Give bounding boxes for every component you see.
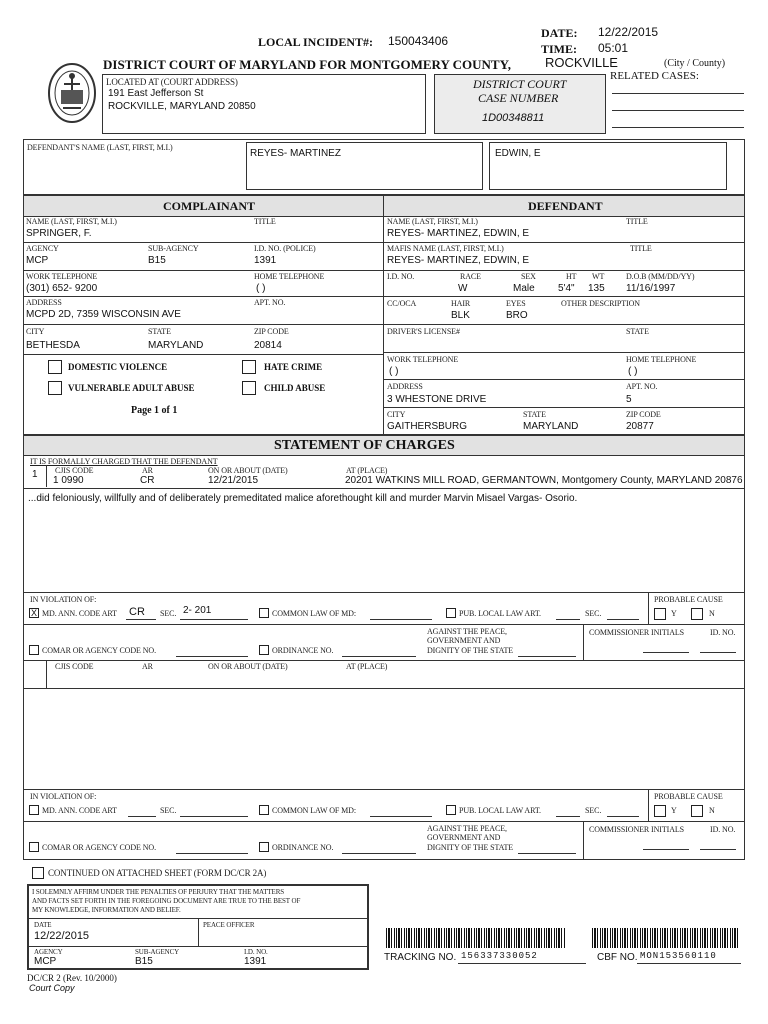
complainant-id: 1391 [254,255,277,266]
charge-narrative: ...did feloniously, willfully and of deliberately premeditated malice aforethought kill and murder Marvin Misael Vargas- Osorio. [28,493,578,504]
md-ann-code-label: MD. ANN. CODE ART [42,609,117,618]
page-indicator: Page 1 of 1 [131,405,178,416]
offense-date: 12/21/2015 [208,475,259,486]
sex-value: Male [513,283,535,294]
complainant-subagency: B15 [148,255,166,266]
hate-crime-checkbox[interactable] [242,360,256,374]
defendant-name-label-2: NAME (LAST, FIRST, M.I.) [387,217,478,226]
md-ann-code-checkbox[interactable]: X [30,608,37,618]
date-label: DATE: [541,26,578,40]
complainant-name-label: NAME (LAST, FIRST, M.I.) [26,217,117,226]
at-place-label-2: AT (PLACE) [346,662,388,671]
other-description-label: OTHER DESCRIPTION [561,299,640,308]
complainant-state: MARYLAND [148,340,204,351]
probable-cause-no-checkbox[interactable] [691,608,703,620]
defendant-heading: DEFENDANT [528,199,603,213]
tracking-label: TRACKING NO. [384,952,457,963]
violation-label-2: IN VIOLATION OF: [30,792,97,801]
court-address-line1: 191 East Jefferson St [108,88,204,99]
complainant-apt-label: APT. NO. [254,298,286,307]
md-ann-code-label-2: MD. ANN. CODE ART [42,806,117,815]
against-peace-line3-2: DIGNITY OF THE STATE [427,843,514,852]
sec-label-2: SEC. [585,609,602,618]
case-number-label-2: CASE NUMBER [478,91,559,105]
common-law-checkbox[interactable] [259,608,269,618]
ordinance-checkbox-2[interactable] [259,842,269,852]
time-label: TIME: [541,42,577,56]
defendant-state-label: STATE [523,410,546,419]
defendant-home-tel-label: HOME TELEPHONE [626,355,697,364]
defendant-work-tel-label: WORK TELEPHONE [387,355,459,364]
peace-officer-label: PEACE OFFICER [203,921,255,929]
related-cases-label: RELATED CASES: [610,70,699,82]
common-law-label-2: COMMON LAW OF MD: [272,806,356,815]
ccoca-label: CC/OCA [387,299,417,308]
date-value: 12/22/2015 [598,25,659,39]
complainant-home-tel: ( ) [256,283,266,294]
complainant-zip-label: ZIP CODE [254,327,289,336]
commissioner-id-label: ID. NO. [710,628,736,637]
race-value: W [458,283,468,294]
complainant-name: SPRINGER, F. [26,228,92,239]
cjis-code: 1 0990 [53,475,84,486]
ar-value: CR [140,475,155,486]
affirm-subagency-label: SUB-AGENCY [135,948,180,956]
complainant-id-label: I.D. NO. (POLICE) [254,244,316,253]
sec-label-3: SEC. [160,806,177,815]
vulnerable-adult-label: VULNERABLE ADULT ABUSE [68,383,195,393]
probable-cause-no-label-2: N [709,806,715,815]
height-label: HT [566,272,577,281]
court-city: ROCKVILLE [545,55,618,70]
on-about-date-label-2: ON OR ABOUT (DATE) [208,662,288,671]
domestic-violence-checkbox[interactable] [48,360,62,374]
against-peace-line2-2: GOVERNMENT AND [427,833,501,842]
mafis-name: REYES- MARTINEZ, EDWIN, E [387,255,530,266]
defendant-city: GAITHERSBURG [387,421,468,432]
code-art-value: CR [129,606,145,618]
affirm-id-label: I.D. NO. [244,948,268,956]
ar-label: AR [142,466,153,475]
defendant-state: MARYLAND [523,421,579,432]
cjis-code-label-2: CJIS CODE [55,662,94,671]
common-law-label: COMMON LAW OF MD: [272,609,356,618]
commissioner-initials-label: COMMISSIONER INITIALS [589,628,685,637]
probable-cause-yes-label-2: Y [671,806,677,815]
case-number: 1D00348811 [482,112,545,124]
defendant-zip: 20877 [626,421,654,432]
cjis-code-label: CJIS CODE [55,466,94,475]
affirm-date-label: DATE [34,921,52,929]
cbf-number: MON153560110 [640,951,717,961]
defendant-full-name: REYES- MARTINEZ, EDWIN, E [387,228,530,239]
against-peace-line2: GOVERNMENT AND [427,636,501,645]
pub-local-law-label-2: PUB. LOCAL LAW ART. [459,806,541,815]
comar-label: COMAR OR AGENCY CODE NO. [42,646,156,655]
weight-label: WT [592,272,605,281]
affirm-subagency: B15 [135,956,153,967]
continued-checkbox[interactable] [32,867,44,879]
defendant-work-tel: ( ) [389,366,399,377]
violation-label: IN VIOLATION OF: [30,595,97,604]
complainant-agency: MCP [26,255,49,266]
comar-label-2: COMAR OR AGENCY CODE NO. [42,843,156,852]
complainant-address-label: ADDRESS [26,298,62,307]
court-title: DISTRICT COURT OF MARYLAND FOR MONTGOMERY COUNTY, [103,57,512,72]
weight-value: 135 [588,283,605,294]
cbf-barcode [592,928,740,948]
sex-label: SEX [521,272,536,281]
defendant-address-label: ADDRESS [387,382,423,391]
against-peace-line1: AGAINST THE PEACE, [427,627,507,636]
dob-value: 11/16/1997 [626,283,676,294]
copy-label: Court Copy [29,983,75,993]
defendant-first-name: EDWIN, E [495,148,541,159]
affirmation-line3: MY KNOWLEDGE, INFORMATION AND BELIEF. [32,906,181,914]
complainant-zip: 20814 [254,340,282,351]
probable-cause-yes-checkbox-2[interactable] [654,805,666,817]
hair-label: HAIR [451,299,471,308]
common-law-checkbox-2[interactable] [259,805,269,815]
complainant-heading: COMPLAINANT [163,199,255,213]
defendant-name-label: DEFENDANT'S NAME (LAST, FIRST, M.I.) [27,143,173,152]
complainant-city-label: CITY [26,327,45,336]
ordinance-label-2: ORDINANCE NO. [272,843,334,852]
md-ann-code-checkbox-2[interactable] [29,805,39,815]
ordinance-label: ORDINANCE NO. [272,646,334,655]
affirm-agency: MCP [34,956,57,967]
continued-label: CONTINUED ON ATTACHED SHEET (FORM DC/CR 2A) [48,868,267,878]
defendant-title-label: TITLE [626,217,648,226]
mafis-title-label: TITLE [630,244,652,253]
defendant-city-label: CITY [387,410,406,419]
complainant-agency-label: AGENCY [26,244,59,253]
ordinance-checkbox[interactable] [259,645,269,655]
count-number: 1 [32,469,38,480]
defendant-home-tel: ( ) [628,366,638,377]
court-address-line2: ROCKVILLE, MARYLAND 20850 [108,101,256,112]
dob-label: D.O.B (MM/DD/YY) [626,272,695,281]
comar-checkbox-2[interactable] [29,842,39,852]
cbf-label: CBF NO. [597,952,638,963]
defendant-apt-label: APT. NO. [626,382,658,391]
formally-charged-text: IT IS FORMALLY CHARGED THAT THE DEFENDANT [30,457,218,466]
affirmation-line2: AND FACTS SET FORTH IN THE FOREGOING DOCUMENT ARE TRUE TO THE BEST OF [32,897,301,905]
tracking-number: 156337330052 [461,951,538,961]
affirm-id: 1391 [244,956,267,967]
located-at-label: LOCATED AT (COURT ADDRESS) [106,77,238,87]
complainant-state-label: STATE [148,327,171,336]
complainant-work-tel: (301) 652- 9200 [26,283,98,294]
charges-heading: STATEMENT OF CHARGES [274,438,455,453]
height-value: 5'4" [558,283,575,294]
court-seal-icon [47,62,97,124]
commissioner-id-label-2: ID. NO. [710,825,736,834]
license-state-label: STATE [626,327,649,336]
against-peace-line1-2: AGAINST THE PEACE, [427,824,507,833]
domestic-violence-label: DOMESTIC VIOLENCE [68,362,168,372]
defendant-zip-label: ZIP CODE [626,410,661,419]
defendant-address: 3 WHESTONE DRIVE [387,394,487,405]
complainant-address: MCPD 2D, 7359 WISCONSIN AVE [26,309,181,320]
eyes-value: BRO [506,310,528,321]
commissioner-initials-label-2: COMMISSIONER INITIALS [589,825,685,834]
city-county-label: (City / County) [664,58,726,69]
offense-place: 20201 WATKINS MILL ROAD, GERMANTOWN, Montgomery County, MARYLAND 20876 [345,475,743,486]
tracking-barcode [386,928,566,948]
hate-crime-label: HATE CRIME [264,362,323,372]
local-incident-value: 150043406 [388,34,449,48]
probable-cause-yes-label: Y [671,609,677,618]
pub-local-law-checkbox-2[interactable] [446,805,456,815]
complainant-work-tel-label: WORK TELEPHONE [26,272,98,281]
probable-cause-label: PROBABLE CAUSE [654,595,723,604]
sec-label: SEC. [160,609,177,618]
drivers-license-label: DRIVER'S LICENSE# [387,327,460,336]
form-id: DC/CR 2 (Rev. 10/2000) [27,973,117,983]
vulnerable-adult-checkbox[interactable] [48,381,62,395]
local-incident-label: LOCAL INCIDENT#: [258,35,374,49]
probable-cause-no-checkbox-2[interactable] [691,805,703,817]
affirm-agency-label: AGENCY [34,948,63,956]
complainant-city: BETHESDA [26,340,80,351]
at-place-label: AT (PLACE) [346,466,388,475]
ar-label-2: AR [142,662,153,671]
pub-local-law-checkbox[interactable] [446,608,456,618]
eyes-label: EYES [506,299,526,308]
defendant-id-label: I.D. NO. [387,272,415,281]
complainant-title-label: TITLE [254,217,276,226]
pub-local-law-label: PUB. LOCAL LAW ART. [459,609,541,618]
sec-label-4: SEC. [585,806,602,815]
complainant-subagency-label: SUB-AGENCY [148,244,199,253]
child-abuse-label: CHILD ABUSE [264,383,326,393]
comar-checkbox[interactable] [29,645,39,655]
sec-value: 2- 201 [183,605,212,616]
hair-value: BLK [451,310,470,321]
mafis-name-label: MAFIS NAME (LAST, FIRST, M.I.) [387,244,504,253]
probable-cause-yes-checkbox[interactable] [654,608,666,620]
time-value: 05:01 [598,41,629,55]
probable-cause-no-label: N [709,609,715,618]
case-number-label-1: DISTRICT COURT [473,77,567,91]
affirm-date: 12/22/2015 [34,930,90,942]
probable-cause-label-2: PROBABLE CAUSE [654,792,723,801]
child-abuse-checkbox[interactable] [242,381,256,395]
against-peace-line3: DIGNITY OF THE STATE [427,646,514,655]
complainant-home-tel-label: HOME TELEPHONE [254,272,325,281]
defendant-apt: 5 [626,394,632,405]
defendant-last-name: REYES- MARTINEZ [250,148,341,159]
on-about-date-label: ON OR ABOUT (DATE) [208,466,288,475]
race-label: RACE [460,272,481,281]
affirmation-line1: I SOLEMNLY AFFIRM UNDER THE PENALTIES OF PERJURY THAT THE MATTERS [32,888,285,896]
